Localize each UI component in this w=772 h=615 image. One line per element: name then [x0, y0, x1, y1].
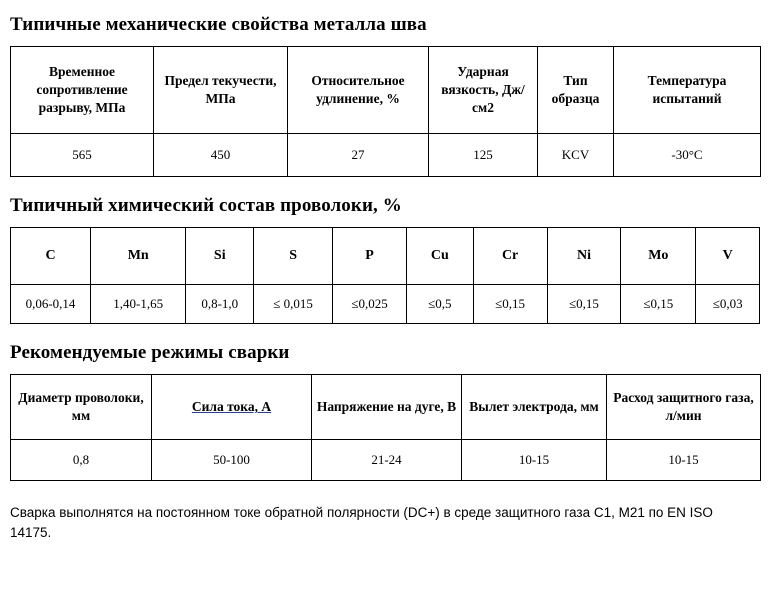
column-header: Напряжение на дуге, В [312, 375, 462, 440]
section-welding-modes [10, 342, 762, 481]
column-header: P [333, 228, 407, 285]
page-title-chemical: Типичный химический состав проволоки, % [10, 195, 402, 216]
table-header-row [11, 47, 761, 134]
section-chemical-composition [10, 195, 762, 324]
table-cell: 450 [154, 134, 288, 177]
page-title-mechanical: Типичные механические свойства металла шва [10, 14, 427, 35]
column-header-current [152, 375, 312, 440]
table-row [11, 285, 760, 324]
column-header: Временное сопротивление разрыву, МПа [11, 47, 154, 134]
column-header: Mo [621, 228, 696, 285]
column-header: Вылет электрода, мм [462, 375, 607, 440]
chemical-composition-table [10, 227, 760, 324]
table-header-row [11, 228, 760, 285]
table-header-row [11, 375, 761, 440]
table-cell: 125 [429, 134, 538, 177]
table-cell: ≤0,5 [406, 285, 473, 324]
table-row [11, 440, 761, 481]
welding-modes-table [10, 374, 761, 481]
table-cell: 10-15 [462, 440, 607, 481]
section-mechanical-properties [10, 14, 762, 177]
table-cell: ≤0,03 [696, 285, 760, 324]
table-cell: -30°C [614, 134, 761, 177]
table-cell: 50-100 [152, 440, 312, 481]
column-header: Тип образца [538, 47, 614, 134]
table-cell: 0,06-0,14 [11, 285, 91, 324]
column-header: Расход защитного газа, л/мин [607, 375, 761, 440]
table-row [11, 134, 761, 177]
table-cell: 27 [288, 134, 429, 177]
column-header: Диаметр проволоки, мм [11, 375, 152, 440]
column-header: Si [186, 228, 254, 285]
table-cell: 1,40-1,65 [91, 285, 186, 324]
column-header: Mn [91, 228, 186, 285]
column-header: C [11, 228, 91, 285]
table-cell: ≤ 0,015 [254, 285, 333, 324]
table-cell: 0,8-1,0 [186, 285, 254, 324]
column-header: Cr [473, 228, 547, 285]
column-header: S [254, 228, 333, 285]
column-header: Ударная вязкость, Дж/см2 [429, 47, 538, 134]
table-cell: 21-24 [312, 440, 462, 481]
column-header: Предел текучести, МПа [154, 47, 288, 134]
table-cell: KCV [538, 134, 614, 177]
table-cell: 0,8 [11, 440, 152, 481]
table-cell: ≤0,15 [621, 285, 696, 324]
column-header-current-label: Сила тока, А [191, 398, 272, 414]
footnote-text: Сварка выполнятся на постоянном токе обратной полярности (DC+) в среде защитного газа C1, M21 по EN ISO 14175. [10, 505, 713, 541]
mechanical-properties-table [10, 46, 761, 177]
column-header: Относительное удлинение, % [288, 47, 429, 134]
table-cell: 10-15 [607, 440, 761, 481]
column-header: Ni [547, 228, 621, 285]
column-header: Cu [406, 228, 473, 285]
table-cell: 565 [11, 134, 154, 177]
column-header: Температура испытаний [614, 47, 761, 134]
column-header: V [696, 228, 760, 285]
table-cell: ≤0,025 [333, 285, 407, 324]
page-title-welding: Рекомендуемые режимы сварки [10, 342, 290, 363]
table-cell: ≤0,15 [547, 285, 621, 324]
table-cell: ≤0,15 [473, 285, 547, 324]
